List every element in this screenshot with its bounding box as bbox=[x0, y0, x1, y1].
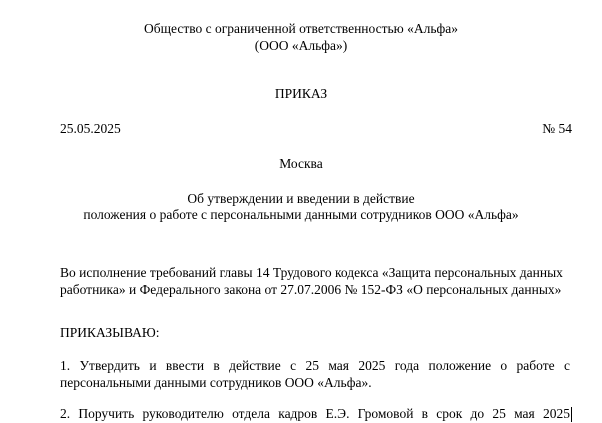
item-2-line-1 bbox=[60, 406, 570, 422]
basis-line-1: Во исполнение требований главы 14 Трудового кодекса «Защита персональных данных bbox=[60, 265, 563, 280]
organization-short-name: (ООО «Альфа») bbox=[254, 38, 348, 53]
item-1-line-1: 1. Утвердить и ввести в действие с 25 мая 2025 года положение о работе с bbox=[60, 358, 570, 373]
document-number: № 54 bbox=[542, 121, 572, 136]
document-city: Москва bbox=[279, 156, 323, 171]
subject-line-1: Об утверждении и введении в действие bbox=[187, 191, 415, 206]
basis-line-2: работника» и Федерального закона от 27.07.2006 № 152-ФЗ «О персональных данных» bbox=[60, 282, 562, 297]
organization-full-name: Общество с ограниченной ответственностью «Альфа» bbox=[144, 21, 458, 36]
subject-line-2: положения о работе с персональными данными сотрудников ООО «Альфа» bbox=[83, 207, 519, 222]
text-cursor bbox=[571, 407, 572, 422]
document-type-title: ПРИКАЗ bbox=[274, 86, 328, 101]
item-2-text: 2. Поручить руководителю отдела кадров Е.Э. Громовой в срок до 25 мая 2025 bbox=[60, 406, 570, 421]
item-1-line-2: персональными данными сотрудников ООО «Альфа». bbox=[60, 375, 372, 390]
document-date: 25.05.2025 bbox=[60, 121, 121, 136]
order-heading: ПРИКАЗЫВАЮ: bbox=[60, 325, 160, 340]
